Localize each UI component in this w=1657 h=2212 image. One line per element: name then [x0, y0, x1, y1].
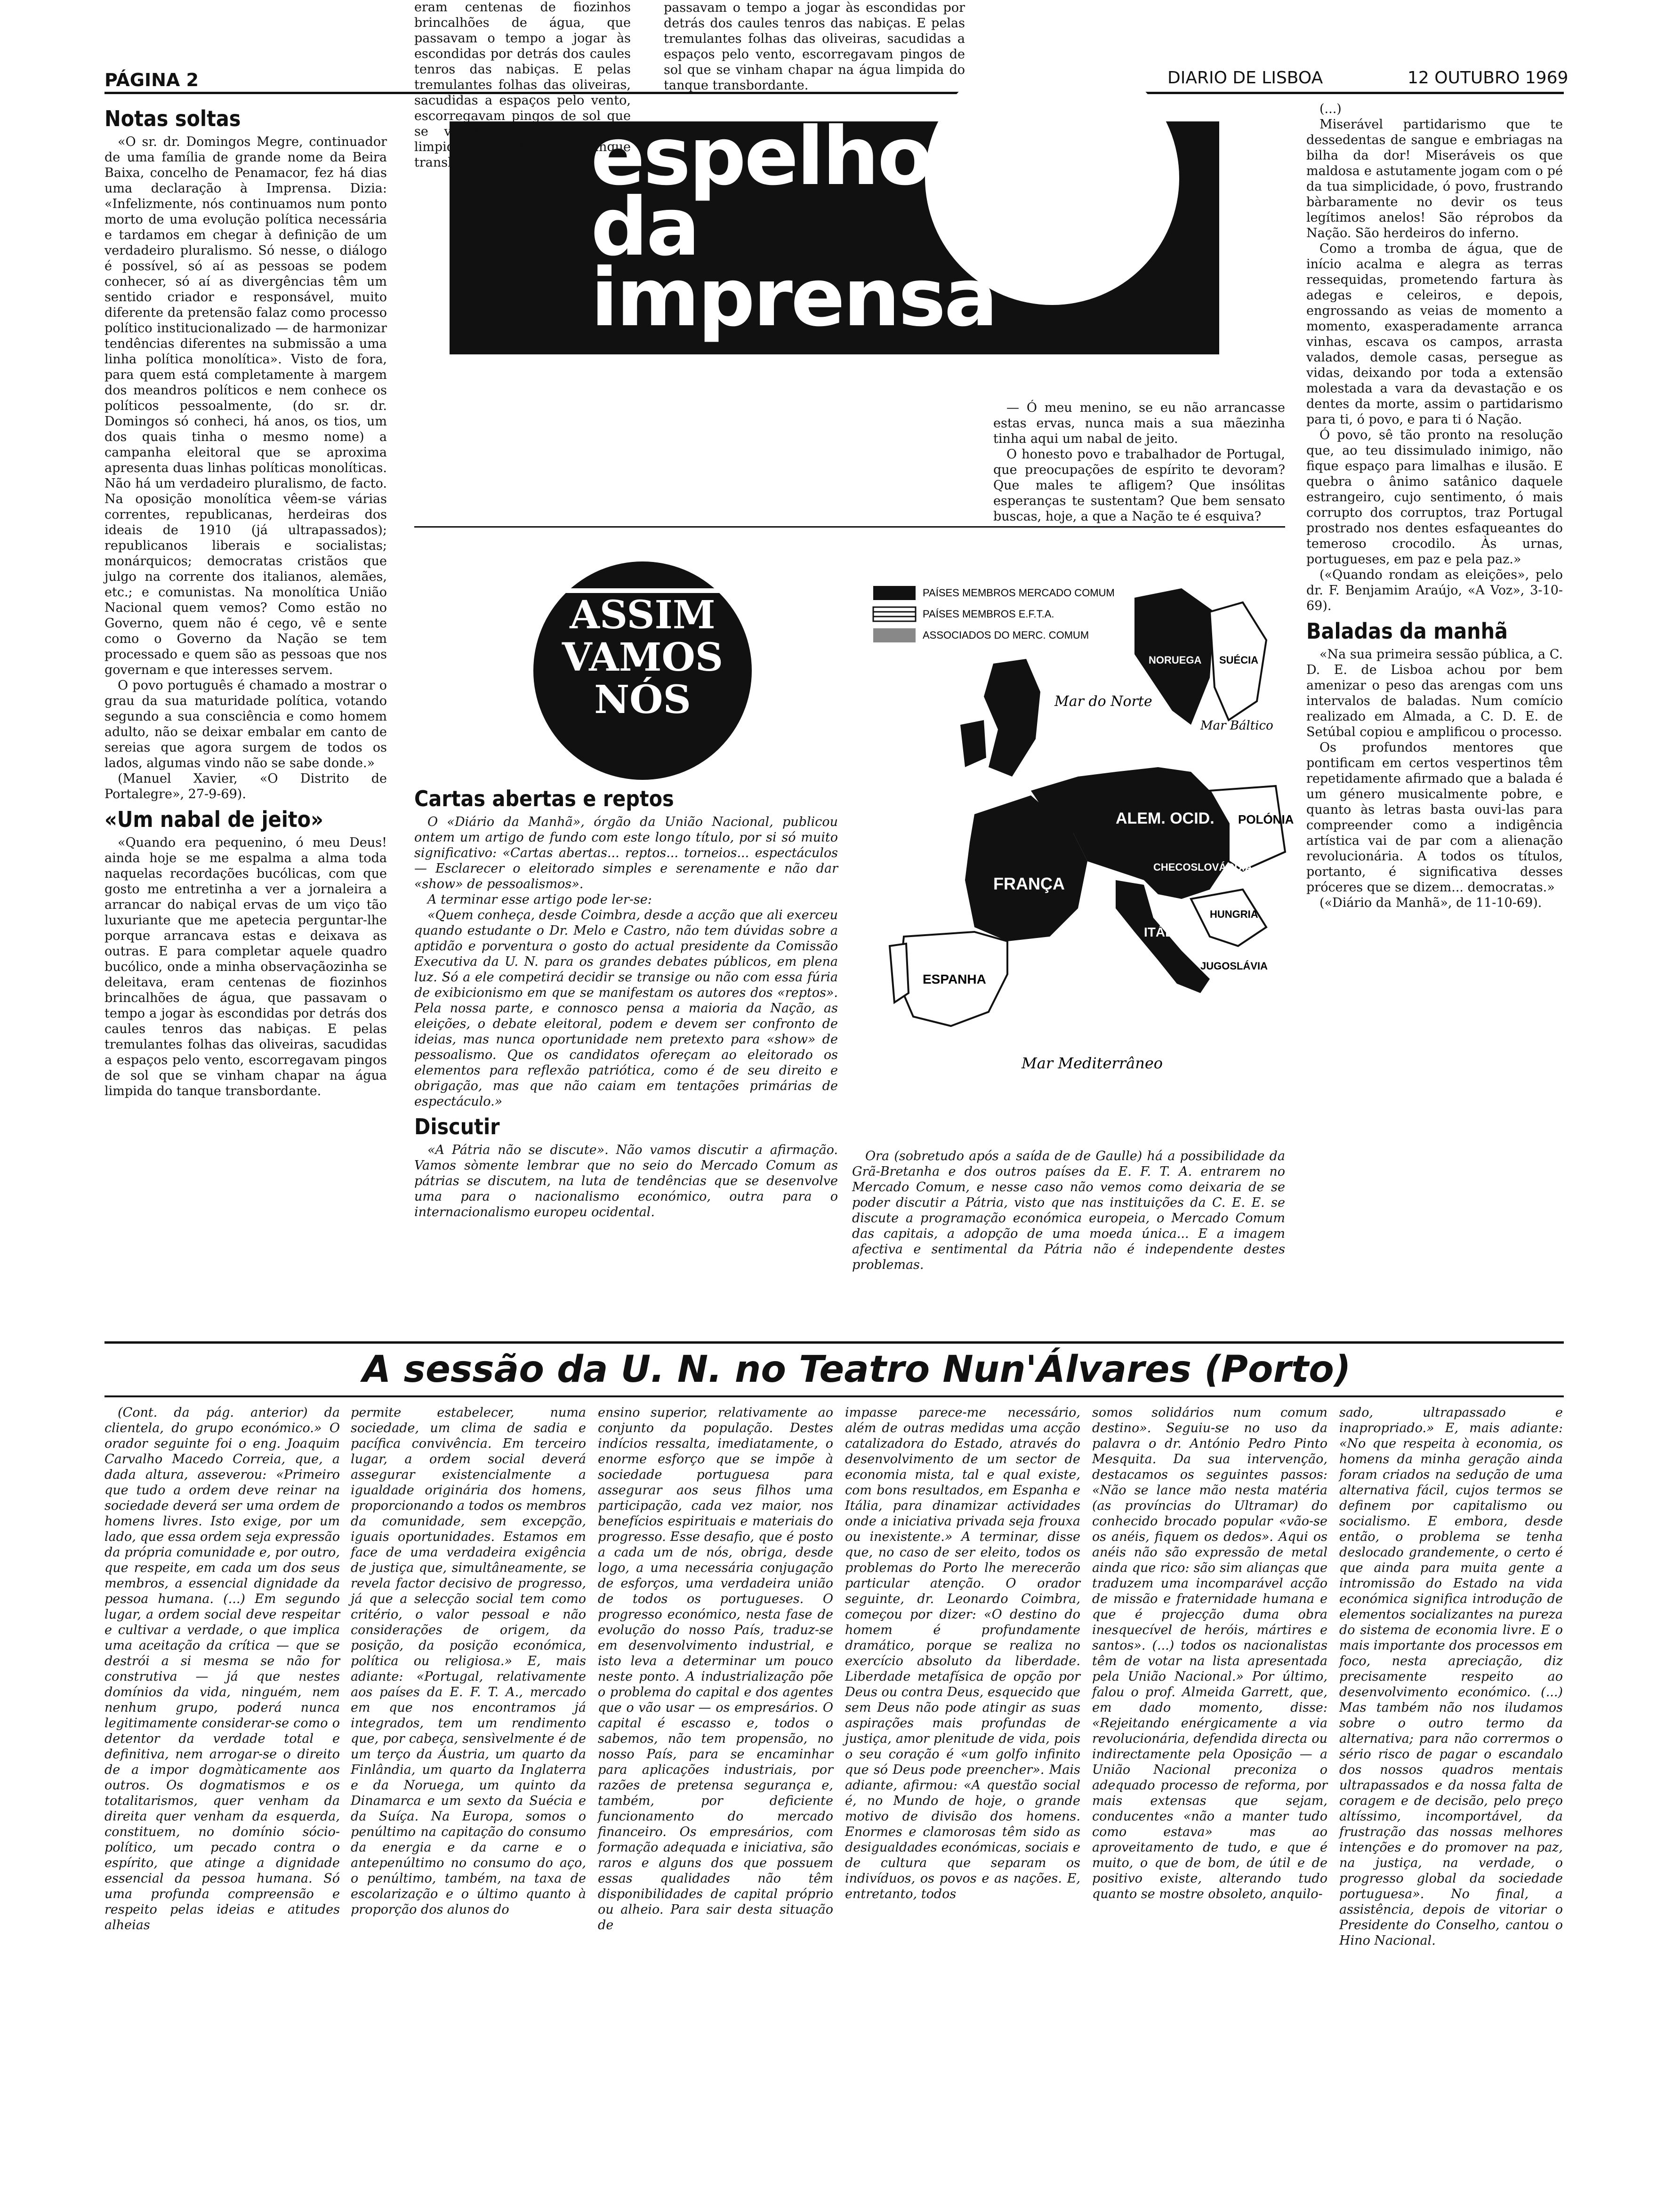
label-hungria: HUNGRIA [1210, 908, 1258, 920]
sessao-col-6-text: sado, ultrapassado e inapropriado.» E, mais adiante: «No que respeita à economia, os homens da minha geração ainda foram criados na sedução de uma alternativa fácil, cujos termos se definem por capitalismo ou socialismo. E embora, desde então, o problema se tenha deslocado grandemente, o certo é que ainda para muita gente a intromissão do Estado na vida económica significa introdução de elementos socializantes na pureza do sistema de economia livre. E o mais importante dos processos em foco, nesta apreciação, diz precisamente respeito ao desenvolvimento económico. (...) Mas também não nos iludamos sobre o outro termo da alternativa; para não corrermos o sério risco de pagar o escandalo dos nossos quadros mentais ultrapassados e da nossa falta de coragem e de decisão, pelo preço altíssimo, incomportável, da frustração das nossas melhores intenções e do promover na paz, na justiça, na verdade, o progresso global da sociedade portuguesa». No final, a assistência, depois de vitoriar o Presidente do Conselho, cantou o Hino Nacional. [1339, 1405, 1563, 1948]
label-polonia: POLÓNIA [1238, 812, 1294, 826]
nabal-cont-text-1: eram centenas de fiozinhos brincalhões de água, que passavam o tempo a jogar às escondidas por detrás dos caules tenros das nabiças. E pelas tremulantes folhas das oliveiras, sacudidas a espaços pelo vento, escorregavam pingos de sol que se vinham chapar na água limpida do tanque transbordante. [414, 0, 631, 170]
baladas-text-2: Os profundos mentores que pontificam em certos vespertinos têm repetidamente afirmado que a balada é um género musicalmente pobre, e quanto às letras basta ouvi-las para compreender como a indigência artística vai de par com a alienação revolucionária. A todos os títulos, portanto, é significativa desses próceres que se dizem... democratas.» [1306, 740, 1563, 895]
sessao-headline: A sessão da U. N. no Teatro Nun'Álvares (Porto) [362, 1348, 1351, 1391]
sessao-col-2 [351, 1405, 586, 2083]
cartas-text: O «Diário da Manhã», órgão da União Nacional, publicou ontem um artigo de fundo com este longo título, por si só muito significativo: «Cartas abertas... reptos... torneios... espectáculos — Esclarecer o eleitorado simples e serenamente e não dar «show» de pessoalismos». [414, 815, 838, 891]
label-checo: CHECOSLOVÁQUIA [1153, 861, 1253, 873]
sessao-col-1-text: (Cont. da pág. anterior) da clientela, do grupo económico.» O orador seguinte foi o eng. Joaquim Carvalho Macedo Correia, que, a dada altura, asseverou: «Primeiro que tudo a ordem deve reinar na sociedade deverá ser uma ordem de homens livres. Isto exige, por um lado, que essa ordem seja expressão da própria comunidade e, por outro, que respeite, em cada um dos seus membros, a essencial dignidade da pessoa humana. (...) Em segundo lugar, a ordem social deve respeitar e cultivar a verdade, o que implica uma aceitação da crítica — que se destrói a si mesma se não for construtiva — já que nestes domínios da vida, ninguém, nem nenhum grupo, poderá nunca legitimamente considerar-se como o detentor da verdade total e definitiva, nem arrogar-se o direito de a impor dogmàticamente aos outros. Os dogmatismos e os totalitarismos, quer venham da direita quer venham da esquerda, constituem, no domínio sócio-político, um pecado contra o espírito, que atinge a dignidade essencial da pessoa humana. Só uma profunda compreensão e respeito pelas ideias e atitudes alheias [105, 1405, 340, 1932]
nabal-text: «Quando era pequenino, ó meu Deus! ainda hoje se me espalma a alma toda naquelas recordações bucólicas, com que gosto me entretinha a ver a jornaleira a arrancar do nabiçal ervas de um viço tão luxuriante que me apetecia perguntar-lhe porque arrancava estas e deixava as outras. E para completar aquele quadro bucólico, onde a minha observaçãozinha se deleitava, eram centenas de fiozinhos brincalhões de água, que passavam o tempo a jogar às escondidas por detrás dos caules tenros das nabiças. E pelas tremulantes folhas das oliveiras, sacudidas a espaços pelo vento, escorregavam pingos de sol que se vinham chapar na água limpida do tanque transbordante. [105, 835, 387, 1098]
nabal-cont-text-2: passavam o tempo a jogar às escondidas por detrás dos caules tenros das nabiças. E pelas tremulantes folhas das oliveiras, sacudidas a espaços pelo vento, escorregavam pingos de sol que se vinham chapar na água limpida do tanque transbordante. [664, 0, 965, 93]
sessao-col-3-text: ensino superior, relativamente ao conjunto da população. Destes indícios ressalta, imediatamente, o enorme esforço que se impõe à sociedade portuguesa para assegurar aos seus filhos uma participação, cada vez maior, nos benefícios espirituais e materiais do progresso. Esse desafio, que é posto a cada um de nós, obriga, desde logo, a uma necessária conjugação de esforços, uma verdadeira união de todos os portugueses. O progresso económico, nesta fase de evolução do nosso País, traduz-se em desenvolvimento industrial, e isto leva a determinar um pouco neste ponto. A industrialização põe o problema do capital e dos agentes que o vão usar — os empresários. O capital é escasso e, todos o sabemos, não tem propensão, no nosso País, para se encaminhar para aplicações industriais, por razões de pretensa segurança e, também, por deficiente funcionamento do mercado financeiro. Os empresários, com formação adequada e iniciativa, são raros e alguns dos que possuem essas qualidades não têm disponibilidades de capital próprio ou alheio. Para sair desta situação de [598, 1405, 833, 1932]
nabal-text-5: Como a tromba de água, que de início acalma e alegra as terras ressequidas, prometendo fartura às adegas e celeiros, e depois, engrossando as veias de momento a momento, exasperadamente arranca vinhas, escava os campos, arrasta valados, demole casas, persegue as vidas, deixando por toda a extensão molestada a vara da devastação e os dentes da morte, assim o partidarismo para ti, ó povo, e para ti ó Nação. [1306, 241, 1563, 427]
page-number: PÁGINA 2 [105, 70, 199, 90]
nabal-title: «Um nabal de jeito» [105, 807, 323, 832]
baladas-title: Baladas da manhã [1306, 618, 1508, 644]
nabal-text-3: O honesto povo e trabalhador de Portugal, que preocupações de espírito te devoram? Que males te afligem? Que insólitas esperanças te sustentam? Que bem sensato buscas, hoje, a que a Nação te é esquiva? [993, 447, 1285, 524]
nabal-cont-1 [414, 0, 631, 518]
label-italia: ITÁLIA [1144, 925, 1187, 939]
cartas-title: Cartas abertas e reptos [414, 786, 674, 811]
discutir-title: Discutir [414, 1114, 500, 1139]
nabal-source: («Quando rondam as eleições», pelo dr. F. Benjamim Araújo, «A Voz», 3-10-69). [1306, 568, 1563, 613]
label-alem-ocid: ALEM. OCID. [1116, 809, 1215, 827]
nabal-cont-3 [993, 400, 1285, 524]
sessao-col-5-text: somos solidários num comum destino». Seguiu-se no uso da palavra o dr. António Pedro Pinto Mesquita. Da sua intervenção, destacamos os seguintes passos: «Não se lance mão nesta matéria (as províncias do Ultramar) do conhecido brocado popular «vão-se os anéis, fiquem os dedos». Aqui os anéis não são expressão de metal ainda que rico: são sim alianças que traduzem uma incomparável acção de missão e fraternidade humana e que é projecção duma obra inesquecível de heróis, mártires e santos». (...) todos os nacionalistas têm de votar na lista apresentada pela União Nacional.» Por último, falou o prof. Almeida Garrett, que, em dado momento, disse: «Rejeitando enérgicamente a via revolucionária, defendida directa ou indirectamente pela Oposição — a União Nacional preconiza o adequado processo de reforma, por mais extensas que sejam, conducentes «não a manter tudo como estava» mas ao aproveitamento de tudo, e que é muito, o que de bom, de útil e de positivo existe, alterando tudo quanto se mostre obsoleto, anquilo- [1092, 1405, 1327, 1901]
label-noruega: NORUEGA [1149, 654, 1202, 666]
cartas-column [414, 781, 838, 1322]
sessao-col-6 [1339, 1405, 1563, 2083]
espelho-line-2: da [591, 181, 699, 274]
assim-line-2: VAMOS [562, 635, 724, 680]
sessao-col-1 [105, 1405, 340, 2083]
label-mediterraneo: Mar Mediterrâneo [1022, 1054, 1163, 1072]
assim-line-1: ASSIM [570, 593, 716, 638]
legend-item-3: ASSOCIADOS DO MERC. COMUM [923, 629, 1089, 641]
nabal-ellipsis: (...) [1319, 102, 1342, 116]
sessao-col-5 [1092, 1405, 1327, 2083]
legend-item-2: PAÍSES MEMBROS E.F.T.A. [923, 608, 1054, 620]
section-rule [414, 526, 1285, 528]
label-mar-norte: Mar do Norte [1054, 693, 1152, 710]
discutir-text-2: Ora (sobretudo após a saída de de Gaulle) há a possibilidade da Grã-Bretanha e dos outros países da E. F. T. A. entrarem no Mercado Comum, e nesse caso não vemos como deixaria de se poder discutir a Pátria, visto que nas instituições da C. E. E. se discute a programação económica europeia, o Mercado Comum das capitais, a adopção de uma moeda única... E a imagem afectiva e sentimental da Pátria não é independente destes problemas. [852, 1149, 1285, 1272]
baladas-source: («Diário da Manhã», de 11-10-69). [1319, 896, 1542, 910]
sessao-col-2-text: permite estabelecer, numa sociedade, um clima de sadia e pacífica convivência. Em terceiro lugar, a ordem social deverá assegurar existencialmente a igualdade originária dos homens, proporcionando a todos os membros da comunidade, sem excepção, iguais oportunidades. Estamos em face de uma verdadeira exigência de justiça que, simultâneamente, se revela factor decisivo de progresso, já que a selecção social tem como critério, o valor pessoal e não considerações de origem, da posição, da posição económica, política ou religiosa.» E, mais adiante: «Portugal, relativamente aos países da E. F. T. A., mercado em que nos encontramos já integrados, tem um rendimento que, por cabeça, sensìvelmente é de um terço da Áustria, um quarto da Finlândia, um quarto da Inglaterra e da Noruega, um quinto da Dinamarca e um sexto da Suécia e da Suíça. Na Europa, somos o penúltimo na capitação do consumo da energia e da carne e o antepenúltimo no consumo do aço, o penúltimo, também, na taxa de escolarização e o último quanto à proporção dos alunos do [351, 1405, 586, 1917]
upper-section-rule [105, 1341, 1564, 1344]
cartas-text-3: «Quem conheça, desde Coimbra, desde a acção que ali exerceu quando estudante o Dr. Melo e Castro, não tem dúvidas sobre a aptidão e porventura o gosto do actual presidente da Comissão Executiva da U. N. para os grandes debates públicos, em plena luz. Só a ele competirá decidir se transige ou não com essa fúria de exibicionismo em que se manifestam os autores dos «reptos». Pela nossa parte, e connosco pensa a maioria da Nação, as eleições, o debate eleitoral, podem e devem ser confronto de ideias, mas nunca oportunidade nem pretexto para «show» de pessoalismo. Que os candidatos ofereçam ao eleitorado os elementos para reflexão patriótica, como é de seu direito e obrigação, mas que não caiam em tentações primárias de espectáculo.» [414, 908, 838, 1109]
assim-line-3: NÓS [594, 677, 691, 722]
label-jugoslavia: JUGOSLÁVIA [1200, 960, 1268, 972]
espelho-line-3: imprensa [591, 251, 997, 345]
espelho-line-1: espelho [591, 110, 931, 203]
right-column [1306, 101, 1563, 1339]
cartas-text-2: A terminar esse artigo pode ler-se: [427, 892, 652, 907]
newspaper-name: DIARIO DE LISBOA [1167, 68, 1323, 88]
nabal-text-4: Miserável partidarismo que te dessedentas de sangue e embriagas na bilha da dor! Miseráveis os que maldosa e astutamente jogam com o pé da tua simplicidade, ó povo, frustrando bàrbaramente no devir os teus legítimos anelos! São réprobos da Nação. São herdeiros do inferno. [1306, 117, 1563, 240]
baladas-text: «Na sua primeira sessão pública, a C. D. E. de Lisboa achou por bem amenizar o peso das arengas com uns intervalos de baladas. Num comício realizado em Almada, a C. D. E. de Setúbal copiou e amplificou o processo. [1306, 647, 1563, 739]
assim-emblem [532, 560, 753, 781]
label-franca: FRANÇA [993, 874, 1065, 893]
label-suecia: SUÉCIA [1219, 654, 1259, 666]
notas-title: Notas soltas [105, 106, 241, 131]
nabal-text-2: — Ó meu menino, se eu não arrancasse estas ervas, nunca mais a sua mãezinha tinha aqui um nabal de jeito. [993, 401, 1285, 446]
legend-item-1: PAÍSES MEMBROS MERCADO COMUM [923, 587, 1115, 599]
notas-source: (Manuel Xavier, «O Distrito de Portalegre», 27-9-69). [105, 771, 387, 801]
notas-column [105, 101, 387, 1339]
notas-text-2: O povo português é chamado a mostrar o grau da sua maturidade política, votando segundo a sua consciência e como homem adulto, não se deixar embalar em canto de sereias que agora surgem de todos os lados, algumas vindo não se sabe donde.» [105, 678, 387, 770]
discutir-text: «A Pátria não se discute». Não vamos discutir a afirmação. Vamos sòmente lembrar que no seio do Mercado Comum as pátrias se discutem, na luta de tendências que se desenvolve uma para o nacionalismo económico, outra para o internacionalismo europeu ocidental. [414, 1143, 838, 1219]
discutir-column [852, 1148, 1285, 1322]
label-baltico: Mar Báltico [1200, 719, 1273, 733]
sessao-col-4 [845, 1405, 1080, 2083]
headline-rule [105, 1395, 1564, 1397]
notas-text: «O sr. dr. Domingos Megre, continuador de uma família de grande nome da Beira Baixa, concelho de Penamacor, fez há dias uma declaração à Imprensa. Dizia: «Infelizmente, nós continuamos num ponto morto de uma evolução política necessária e tardamos em chegar à definição de um verdadeiro pluralismo. Só nesse, o diálogo é possível, só aí as pessoas se podem conhecer, só aí as divergências têm um sentido criador e responsável, muito diferente da pretensão falaz como processo político institucionalizado — de harmonizar tendências diferentes na submissão a uma linha política monolítica». Visto de fora, para quem está completamente à margem dos meandros políticos e nem conhece os políticos pessoalmente, (do sr. dr. Domingos só conheci, há anos, os tios, um dos quais tinha o mesmo nome) a campanha eleitoral que se aproxima apresenta duas linhas políticas monolíticas. Não há um verdadeiro pluralismo, de facto. Na oposição monolítica vêem-se várias correntes, republicanas, herdeiras dos ideais de 1910 (já ultrapassados); republicanos liberais e socialistas; monárquicos; democratas cristãos que julgo na corrente dos italianos, alemães, etc.; e comunistas. Na monolítica União Nacional quem vemos? Como estão no Governo, quem não é cego, vê e sente como o Governo da Nação se tem processado e quem são as pessoas que nos governam e que interesses servem. [105, 135, 387, 677]
label-espanha: ESPANHA [923, 972, 986, 986]
europe-map [852, 569, 1294, 1139]
sessao-col-4-text: impasse parece-me necessário, além de outras medidas uma acção catalizadora do Estado, através do desenvolvimento de um sector de economia mista, tal e qual existe, com bons resultados, em Espanha e Itália, para dinamizar actividades onde a iniciativa privada seja frouxa ou inexistente.» A terminar, disse que, no caso de ser eleito, todos os problemas do Porto lhe merecerão particular atenção. O orador seguinte, dr. Leonardo Coimbra, começou por dizer: «O destino do homem é profundamente dramático, porque se realiza no exercício absoluto da liberdade. Liberdade metafísica de opção por Deus ou contra Deus, esquecido que sem Deus não pode atingir as suas aspirações mais profundas de justiça, amor plenitude de vida, pois o seu coração é «um golfo infinito que só Deus pode preencher». Mais adiante, afirmou: «A questão social é, no Mundo de hoje, o grande motivo de divisão dos homens. Enormes e clamorosas têm sido as desigualdades económicas, sociais e de cultura que separam os indivíduos, os povos e as nações. E, entretanto, todos [845, 1405, 1080, 1901]
nabal-text-6: Ó povo, sê tão pronto na resolução que, ao teu dissimulado inimigo, não fique espaço para limalhas e ilusão. E quebra o ânimo satânico daquele estrangeiro, cujo sentimento, ó mais corrupto dos corruptos, traz Portugal prostrado nos dentes esfaqueantes do temeroso crocodilo. Às urnas, portugueses, em paz e pela paz.» [1306, 428, 1563, 567]
sessao-col-3 [598, 1405, 833, 2083]
issue-date: 12 OUTUBRO 1969 [1408, 68, 1569, 88]
